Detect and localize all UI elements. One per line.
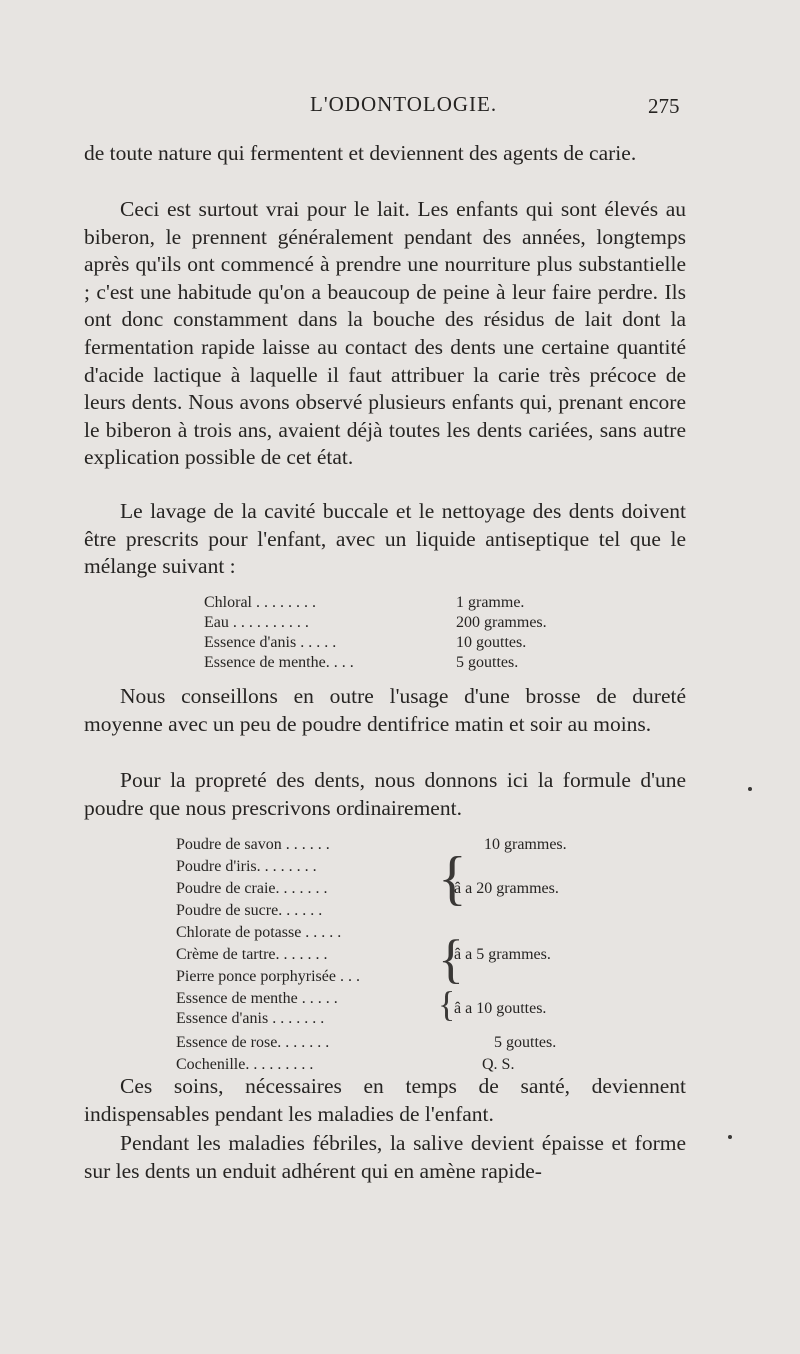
ingredient-name: Pierre ponce porphyrisée . . .	[176, 968, 360, 985]
ingredient-name: Chloral . . . . . . . .	[204, 594, 316, 611]
ingredient-quantity: 1 gramme.	[456, 594, 525, 611]
ingredient-name: Poudre de sucre. . . . . .	[176, 902, 323, 919]
paragraph-brosse: Nous conseillons en outre l'usage d'une brosse de dureté moyenne avec un peu de poudre dentifrice matin et soir au moins.	[84, 684, 686, 736]
ingredient-name: Crème de tartre. . . . . . .	[176, 946, 328, 963]
quantity-savon: 10 grammes.	[484, 836, 567, 853]
quantity-group-1: â a 20 grammes.	[454, 880, 559, 897]
ingredient-name: Eau . . . . . . . . . .	[204, 614, 309, 631]
ingredient-name: Poudre d'iris. . . . . . . .	[176, 858, 317, 875]
paragraph-carie: de toute nature qui fermentent et deviennent des agents de carie.	[84, 141, 637, 165]
page-header	[0, 92, 800, 126]
brace-group-1: {	[438, 845, 467, 911]
ingredient-name: Poudre de savon . . . . . .	[176, 836, 330, 853]
paragraph-poudre: Pour la propreté des dents, nous donnons ici la formule d'une poudre que nous prescrivons ordinairement.	[84, 768, 686, 820]
brace-group-2: {	[438, 929, 464, 989]
margin-dot	[728, 1135, 732, 1139]
ingredient-name: Essence d'anis . . . . .	[204, 634, 337, 651]
quantity-group-2: â a 5 grammes.	[454, 946, 551, 963]
ingredient-name: Chlorate de potasse . . . . .	[176, 924, 342, 941]
brace-group-3: {	[438, 984, 456, 1024]
ingredient-name: Essence de rose. . . . . . .	[176, 1034, 330, 1051]
ingredient-quantity: 200 grammes.	[456, 614, 547, 631]
ingredient-name: Essence d'anis . . . . . . .	[176, 1010, 325, 1027]
paragraph-lait: Ceci est surtout vrai pour le lait. Les enfants qui sont élevés au biberon, le prennent généralement pendant des années, longtemps après qu'ils ont commencé à prendre une nourriture plus substantielle ; c'est une habitude qu'on a beaucoup de peine à leur faire perdre. Ils ont donc constamment dans la bouche des résidus de lait dont la fermentation rapide laisse au contact des dents une certaine quantité d'acide lactique à laquelle il faut attribuer la carie très précoce de leurs dents. Nous avons observé plusieurs enfants qui, prenant encore le biberon à trois ans, avaient déjà toutes les dents cariées, sans autre explication possible de cet état.	[84, 197, 686, 470]
quantity-cochenille: Q. S.	[482, 1056, 515, 1073]
margin-dot	[748, 787, 752, 791]
ingredient-name: Essence de menthe . . . . .	[176, 990, 338, 1007]
ingredient-name: Essence de menthe. . . .	[204, 654, 354, 671]
ingredient-name: Poudre de craie. . . . . . .	[176, 880, 328, 897]
ingredient-quantity: 5 gouttes.	[456, 654, 519, 671]
paragraph-maladies: Pendant les maladies fébriles, la salive devient épaisse et forme sur les dents un enduit adhérent qui en amène rapide-	[84, 1131, 686, 1183]
running-title: L'ODONTOLOGIE.	[310, 92, 498, 116]
quantity-group-3: â a 10 gouttes.	[454, 1000, 547, 1017]
ingredient-name: Cochenille. . . . . . . . .	[176, 1056, 314, 1073]
paragraph-soins: Ces soins, nécessaires en temps de santé, deviennent indispensables pendant les maladies de l'enfant.	[84, 1074, 686, 1126]
page-number: 275	[648, 94, 680, 118]
paragraph-lavage: Le lavage de la cavité buccale et le nettoyage des dents doivent être prescrits pour l'enfant, avec un liquide antiseptique tel que le mélange suivant :	[84, 499, 686, 579]
quantity-rose: 5 gouttes.	[494, 1034, 557, 1051]
ingredient-quantity: 10 gouttes.	[456, 634, 527, 651]
